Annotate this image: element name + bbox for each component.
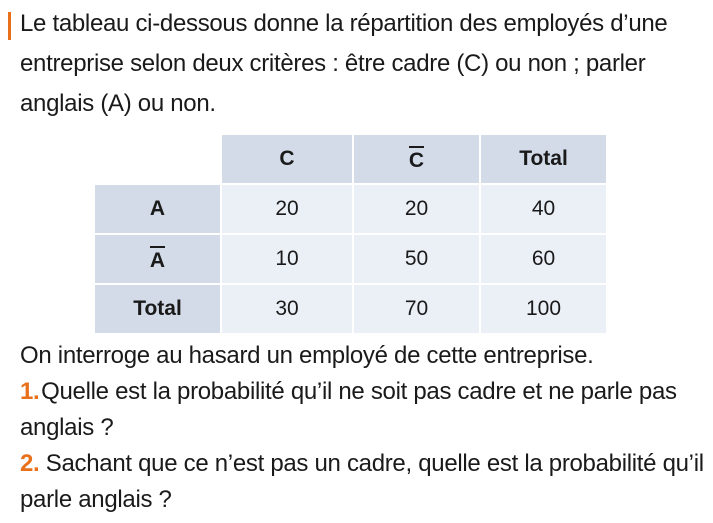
table-cell: 50 <box>353 234 480 284</box>
table-cell: 70 <box>353 284 480 334</box>
column-header-total: Total <box>480 134 607 184</box>
table-row <box>94 284 607 334</box>
question-1 <box>20 374 710 446</box>
table-cell: 60 <box>480 234 607 284</box>
column-header-not-c <box>353 134 480 184</box>
row-header-not-a <box>94 234 221 284</box>
overlined-label: A <box>150 246 165 271</box>
row-header-a: A <box>94 184 221 234</box>
question-text: Sachant que ce n’est pas un cadre, quelle est la probabilité qu’il parle anglais ? <box>20 450 704 513</box>
question-number: 2. <box>20 450 40 477</box>
question-number: 1. <box>20 378 40 405</box>
question-2 <box>20 446 710 518</box>
intro-paragraph: Le tableau ci-dessous donne la répartition des employés d’une entreprise selon deux critères : être cadre (C) ou non ; parler anglais (A) ou non. <box>20 10 668 117</box>
table-row <box>94 234 607 284</box>
table-header-row <box>94 134 607 184</box>
table-cell: 20 <box>353 184 480 234</box>
question-context: On interroge au hasard un employé de cette entreprise. <box>20 342 594 369</box>
row-header-total: Total <box>94 284 221 334</box>
table-cell: 30 <box>221 284 353 334</box>
questions-block <box>20 338 710 518</box>
table-cell: 100 <box>480 284 607 334</box>
overlined-label: C <box>409 146 424 171</box>
distribution-table <box>93 133 608 335</box>
table-row <box>94 184 607 234</box>
column-header-c: C <box>221 134 353 184</box>
accent-rule <box>8 12 11 40</box>
table-corner-cell <box>94 134 221 184</box>
table-cell: 40 <box>480 184 607 234</box>
table-cell: 20 <box>221 184 353 234</box>
question-text: Quelle est la probabilité qu’il ne soit pas cadre et ne parle pas anglais ? <box>20 378 677 441</box>
table-cell: 10 <box>221 234 353 284</box>
